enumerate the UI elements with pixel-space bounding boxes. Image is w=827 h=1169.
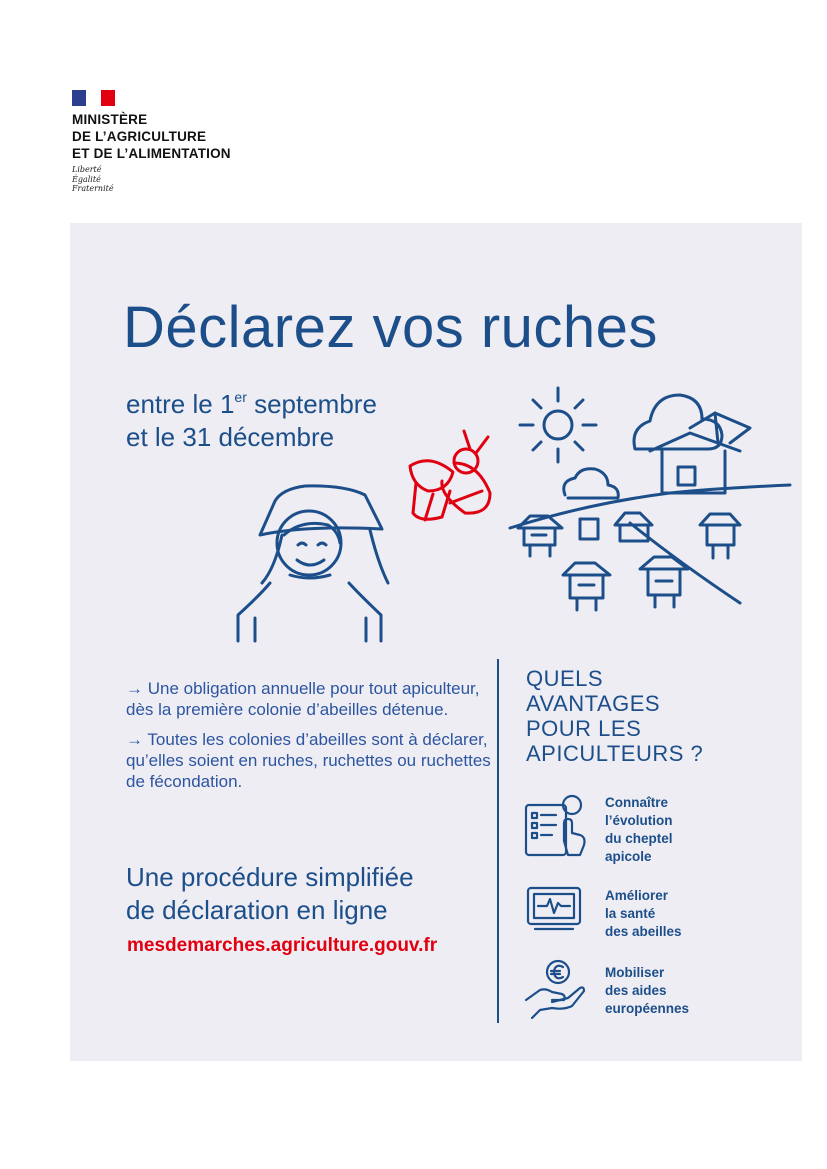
french-flag-logo — [72, 90, 115, 106]
poster — [70, 223, 802, 1061]
dates-text: entre le 1 — [126, 389, 235, 419]
tablet-touch-icon — [522, 793, 592, 863]
benefit-line: des abeilles — [605, 924, 682, 939]
benefit-item — [605, 964, 689, 1018]
benefit-line: Mobiliser — [605, 965, 665, 980]
bee-icon — [410, 431, 490, 520]
procedure-line: de déclaration en ligne — [126, 895, 388, 925]
beehive-icons — [518, 513, 740, 610]
dates-text: septembre — [246, 389, 377, 419]
list-item: → Une obligation annuelle pour tout apiculteur, dès la première colonie d’abeilles détenue. — [126, 679, 480, 719]
procedure-line: Une procédure simplifiée — [126, 862, 414, 892]
motto-line: Égalité — [72, 174, 101, 184]
benefit-line: des aides — [605, 983, 667, 998]
heading-line: POUR LES — [526, 716, 642, 741]
republic-motto — [72, 165, 114, 194]
motto-line: Liberté — [72, 165, 102, 174]
ministry-line: MINISTÈRE — [72, 112, 148, 127]
benefit-line: la santé — [605, 906, 656, 921]
motto-line: Fraternité — [72, 184, 114, 193]
dates-sup: er — [234, 389, 247, 405]
sun-icon — [520, 388, 596, 462]
heading-line: APICULTEURS ? — [526, 741, 704, 766]
benefit-item — [605, 794, 673, 866]
ministry-line: DE L’AGRICULTURE — [72, 129, 207, 144]
ministry-line: ET DE L’ALIMENTATION — [72, 146, 231, 161]
advantages-heading — [526, 666, 703, 766]
cloud-icon — [564, 395, 722, 498]
benefit-line: Connaître — [605, 795, 669, 810]
dates-line2: et le 31 décembre — [126, 422, 335, 452]
column-divider — [497, 659, 499, 1023]
benefit-line: européennes — [605, 1001, 690, 1016]
website-link[interactable]: mesdemarches.agriculture.gouv.fr — [127, 935, 438, 956]
benefit-line: l’évolution — [605, 813, 673, 828]
beekeeper-icon — [238, 486, 388, 641]
poster-title: Déclarez vos ruches — [123, 295, 658, 360]
obligation-list — [126, 678, 496, 801]
heading-line: QUELS — [526, 666, 604, 691]
procedure-heading — [126, 861, 414, 927]
illustration — [70, 223, 802, 643]
benefit-line: apicole — [605, 849, 652, 864]
euro-hand-icon — [522, 958, 588, 1020]
ministry-name — [72, 111, 231, 162]
benefit-line: du cheptel — [605, 831, 673, 846]
benefit-item — [605, 887, 682, 941]
list-item: → Toutes les colonies d’abeilles sont à déclarer, qu’elles soient en ruches, ruchettes ou ruchettes de fécondation. — [126, 730, 491, 791]
health-monitor-icon — [525, 885, 585, 937]
heading-line: AVANTAGES — [526, 691, 661, 716]
benefit-line: Améliorer — [605, 888, 669, 903]
house-icon — [510, 413, 790, 603]
